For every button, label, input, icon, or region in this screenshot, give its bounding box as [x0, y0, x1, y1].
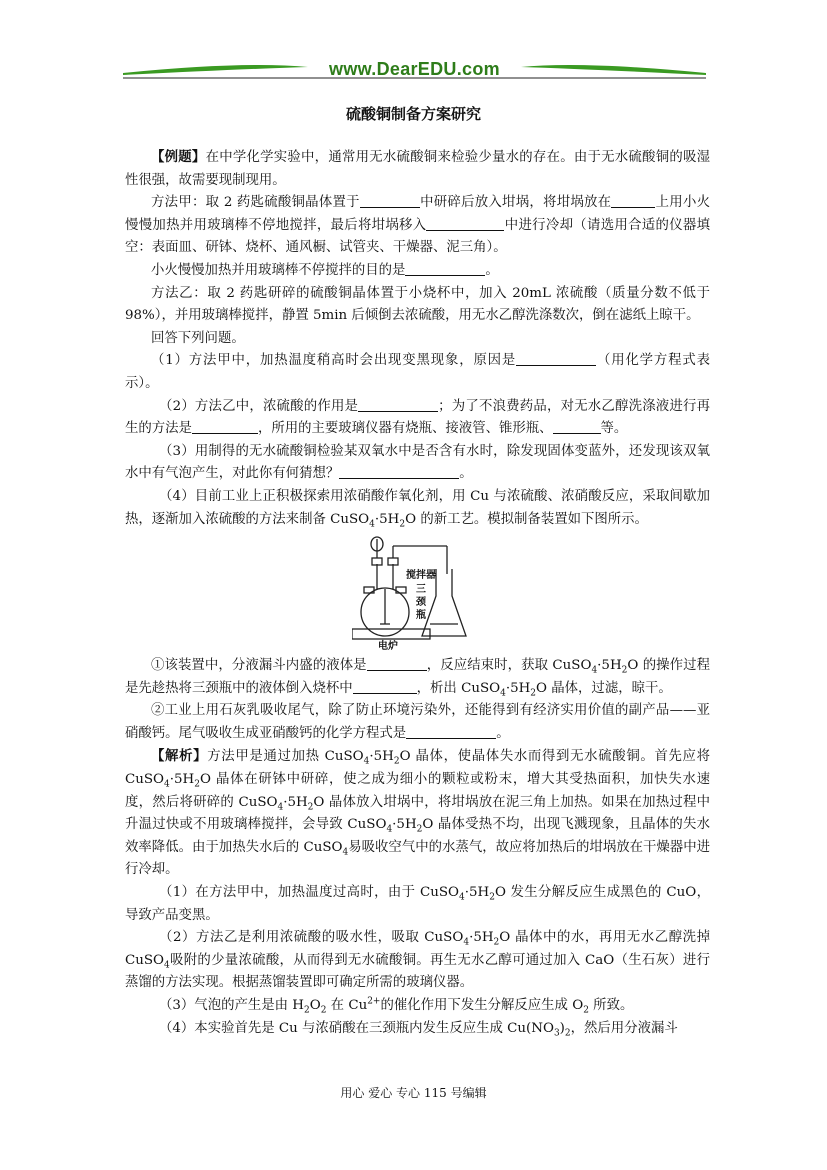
- question-4: （4）目前工业上正积极探索用浓硝酸作氧化剂，用 Cu 与浓硫酸、浓硝酸反应，采取间歇加热，逐渐加入浓硫酸的方法来制备 $CuSO_4\cdot 5H_2O$ 的新工艺。模拟制备装置如下图所示。: [125, 488, 710, 530]
- answer-blank: [406, 724, 496, 739]
- example-tag: 【例题】: [151, 149, 206, 165]
- paragraph-method-a: 方法甲：取 2 药匙硫酸铜晶体置于 中研碎后放入坩埚，将坩埚放在 上用小火慢慢加热并用玻璃棒不停地搅拌，最后将坩埚移入 中进行冷却（请选用合适的仪器填空：表面皿、研钵、烧杯、通风橱、试管夹、干燥器、泥三角）。: [125, 195, 711, 256]
- question-3: （3）用制得的无水硫酸铜检验某双氧水中是否含有水时，除发现固体变蓝外，还发现该双氧水中有气泡产生，对此你有何猜想？ 。: [125, 443, 710, 482]
- analysis-2: （2）方法乙是利用浓硫酸的吸水性，吸取 $CuSO_4\cdot 5H_2O$ 晶体中的水，再用无水乙醇洗掉 CuSO$_4$吸附的少量浓硫酸，从而得到无水硫酸铜。再生无水乙醇可通过加入 CaO（生石灰）进行蒸馏的方法实现。根据蒸馏装置即可确定所需的玻璃仪器。: [125, 930, 711, 991]
- answer-blank: [405, 261, 485, 276]
- analysis-4: （4）本实验首先是 Cu 与浓硝酸在三颈瓶内发生反应生成 $Cu(NO_3)_2$，然后用分液漏斗: [159, 1020, 678, 1039]
- answer-blank: [367, 656, 427, 671]
- label-flask-1: 三: [416, 584, 426, 596]
- answer-blank: [192, 419, 258, 434]
- analysis-tag: 【解析】: [151, 748, 208, 765]
- label-flask-2: 颈: [416, 597, 426, 609]
- page-title: 硫酸铜制备方案研究: [345, 105, 481, 123]
- answer-blank: [553, 419, 601, 434]
- sub-question-2: ②工业上用石灰乳吸收尾气，除了防止环境污染外，还能得到有经济实用价值的副产品——亚硝酸钙。尾气吸收生成亚硝酸钙的化学方程式是 。: [125, 703, 710, 741]
- answer-blank: [353, 679, 417, 694]
- label-stirrer: 搅拌器: [406, 570, 436, 582]
- label-stove: 电炉: [378, 641, 398, 651]
- question-2: （2）方法乙中，浓硫酸的作用是 ；为了不浪费药品，对无水乙醇洗涤液进行再生的方法是 ，所用的主要玻璃仪器有烧瓶、接液管、锥形瓶、 等。: [125, 398, 710, 437]
- answer-blank: [339, 464, 459, 479]
- page-header: [123, 55, 706, 83]
- header-site-name: www.DearEDU.com: [329, 59, 500, 79]
- paragraph-questions-intro: 回答下列问题。: [151, 330, 245, 346]
- apparatus-figure: [125, 534, 710, 650]
- answer-blank: [360, 193, 420, 208]
- analysis-1: （1）在方法甲中，加热温度过高时，由于 $CuSO_4\cdot 5H_2O$ 发生分解反应生成黑色的 CuO，导致产品变黑。: [125, 885, 711, 923]
- answer-blank: [358, 397, 438, 412]
- apparatus-diagram: [352, 534, 502, 650]
- label-flask-3: 瓶: [416, 610, 426, 622]
- answer-blank: [611, 193, 655, 208]
- page-footer: 用心 爱心 专心 115 号编辑: [340, 1086, 487, 1100]
- answer-blank: [516, 351, 596, 366]
- paragraph-method-b: 方法乙：取 2 药匙研碎的硫酸铜晶体置于小烧杯中，加入 20mL 浓硫酸（质量分数不低于 98%），并用玻璃棒搅拌，静置 5min 后倾倒去浓硫酸，用无水乙醇洗涤数次，倒在滤纸上晾干。: [125, 285, 710, 324]
- paragraph-purpose: 小火慢慢加热并用玻璃棒不停搅拌的目的是 。: [151, 262, 499, 278]
- answer-blank: [426, 216, 504, 231]
- sub-question-1: ①该装置中，分液漏斗内盛的液体是 ，反应结束时，获取 $CuSO_4\cdot 5H_2O$ 的操作过程是先趁热将三颈瓶中的液体倒入烧杯中 ，析出 $CuSO_4\cdot 5H_2O$ 晶体，过滤，晾干。: [125, 658, 711, 699]
- paragraph-example: 【例题】在中学化学实验中，通常用无水硫酸铜来检验少量水的存在。由于无水硫酸铜的吸湿性很强，故需要现制现用。: [125, 149, 710, 188]
- document-body: [125, 146, 710, 1040]
- question-1: （1）方法甲中，加热温度稍高时会出现变黑现象，原因是 （用化学方程式表示）。: [125, 353, 710, 391]
- analysis-3: （3）气泡的产生是由 $H_2O_2$ 在 $Cu^{2+}$的催化作用下发生分解反应生成 $O_2$ 所致。: [159, 996, 634, 1016]
- paragraph-analysis: 【解析】方法甲是通过加热 $CuSO_4\cdot 5H_2O$ 晶体，使晶体失水而得到无水硫酸铜。首先应将 $CuSO_4\cdot 5H_2O$ 晶体在研钵中研碎，使之成为细小的颗粒或粉末，增大其受热面积，加快失水速度，然后将研碎的 $CuSO_4\cdot 5H_2O$ 晶体放入坩埚中，将坩埚放在泥三角上加热。如果在加热过程中升温过快或不用玻璃棒搅拌，会导致 $CuSO_4\cdot 5H_2O$ 晶体受热不均，出现飞溅现象，且晶体的失水效率降低。由于加热失水后的 CuSO$_4$易吸收空气中的水蒸气，故应将加热后的坩埚放在干燥器中进行冷却。: [125, 748, 711, 878]
